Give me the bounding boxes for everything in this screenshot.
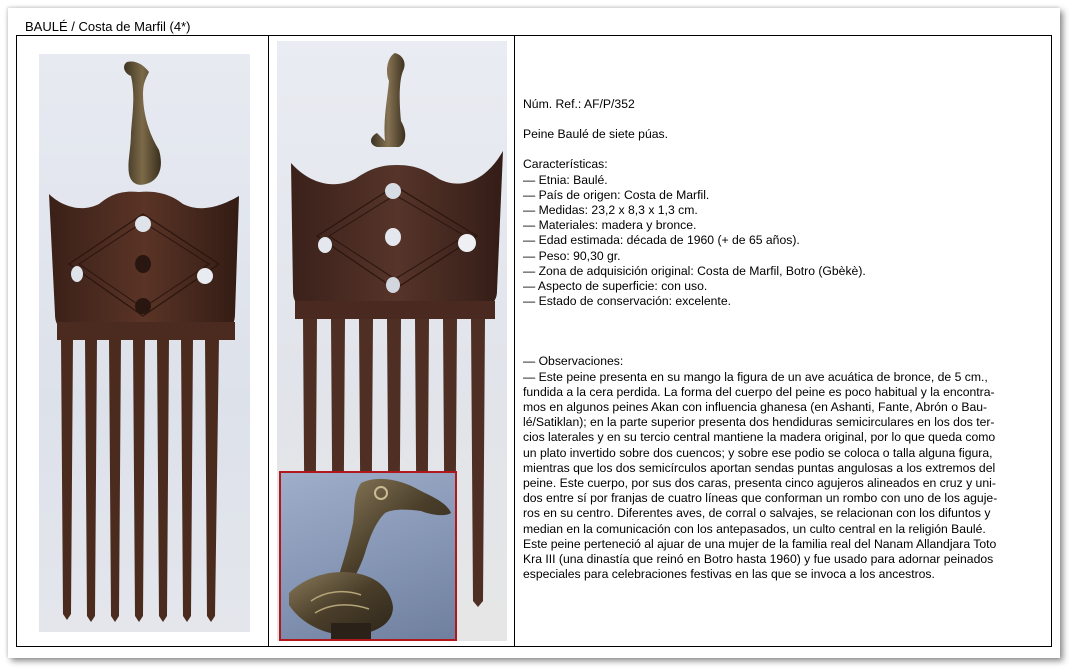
observation-line: ros en su centro. Diferentes aves, de corral o salvajes, se relacionan con los difuntos y: [523, 506, 991, 521]
observations-heading: — Observaciones:: [523, 354, 624, 369]
characteristic-item: — Estado de conservación: excelente.: [523, 294, 731, 309]
photo-cell-back: [269, 36, 515, 646]
description-text: [523, 97, 1043, 582]
bird-detail-photo: [279, 471, 457, 641]
characteristic-item: — Materiales: madera y bronce.: [523, 218, 697, 233]
observation-line: dos entre sí por franjas de cuatro líneas que conforman un rombo con uno de los aguje-: [523, 491, 998, 506]
characteristic-item: — Edad estimada: década de 1960 (+ de 65 años).: [523, 233, 800, 248]
observation-line: mos en algunos peines Akan con influencia ghanesa (en Ashanti, Fante, Abrón o Bau-: [523, 400, 988, 415]
observation-line: fundida a la cera perdida. La forma del cuerpo del peine es poco habitual y la encontra-: [523, 384, 995, 399]
observation-line: Este peine perteneció al ajuar de una mujer de la familia real del Nanam Allandjara Toto: [523, 536, 997, 551]
page-title: BAULÉ / Costa de Marfil (4*): [25, 19, 191, 34]
characteristic-item: — Aspecto de superficie: con uso.: [523, 279, 708, 294]
characteristic-item: — Zona de adquisición original: Costa de Marfil, Botro (Gbèkè).: [523, 263, 866, 278]
characteristic-item: — Etnia: Baulé.: [523, 172, 608, 187]
observation-line: peine. Este cuerpo, por sus dos caras, presenta cinco agujeros alineados en cruz y uni-: [523, 476, 996, 491]
reference-number: Núm. Ref.: AF/P/352: [523, 97, 635, 111]
description-cell: [515, 36, 1053, 646]
photo-cell-front: [17, 36, 269, 646]
observation-line: median en la comunicación con los antepasados, un culto central en la religión Baulé.: [523, 521, 986, 536]
characteristic-item: — País de origen: Costa de Marfil.: [523, 187, 710, 202]
observation-line: — Este peine presenta en su mango la figura de un ave acuática de bronce, de 5 cm.,: [523, 369, 988, 384]
observation-line: un plato invertido sobre dos cuencos; y sobre ese podio se coloca o talla alguna figura,: [523, 445, 993, 460]
document-page: [8, 8, 1060, 658]
comb-front-photo: [39, 54, 250, 632]
characteristic-item: — Peso: 90,30 gr.: [523, 248, 621, 263]
observation-line: mientras que los dos semicírculos aportan sendas puntas angulosas a los extremos del: [523, 460, 996, 475]
observation-line: especiales para celebraciones festivas en las que se invoca a los ancestros.: [523, 567, 935, 582]
characteristic-item: — Medidas: 23,2 x 8,3 x 1,3 cm.: [523, 203, 698, 218]
observation-line: Kra III (una dinastía que reinó en Botro hasta 1960) y fue usado para adornar peinados: [523, 552, 994, 567]
observation-line: cios laterales y en su tercio central mantiene la madera original, por lo que queda como: [523, 430, 996, 445]
observation-line: lé/Satiklan); en la parte superior presenta dos hendiduras semicirculares en los dos ter-: [523, 415, 995, 430]
item-description: Peine Baulé de siete púas.: [523, 127, 669, 142]
characteristics-heading: Características:: [523, 157, 608, 172]
catalog-table: [16, 35, 1052, 647]
